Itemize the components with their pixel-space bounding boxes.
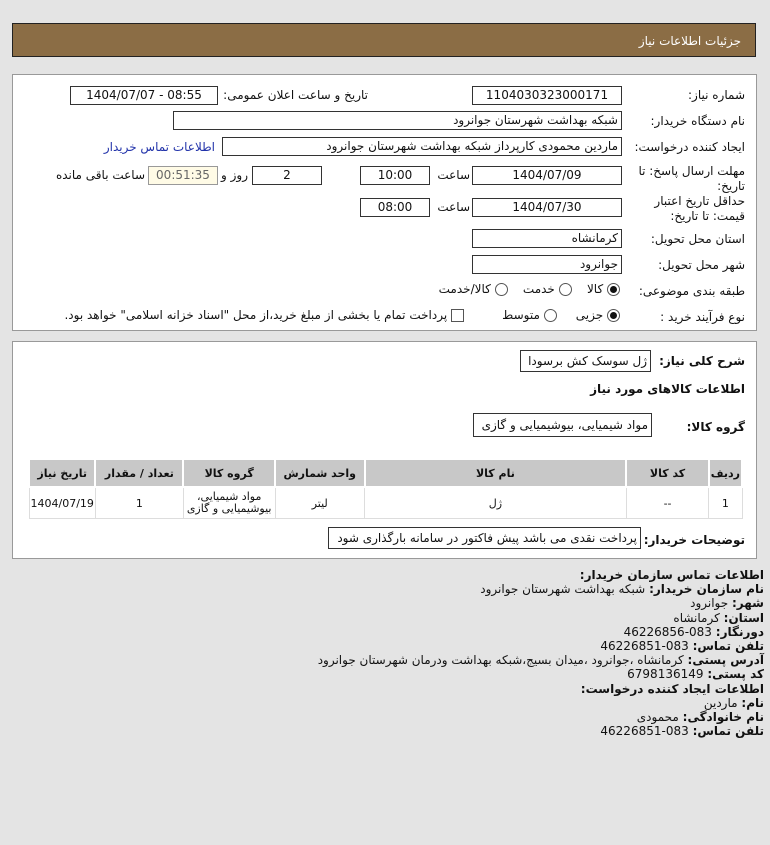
address-label: آدرس پستی: [687,653,764,668]
name-value: ماردین [703,695,738,710]
process-minor-label: جزیی [575,308,604,322]
summary-label: شرح کلی نیاز: [659,354,745,368]
province-field: کرمانشاه [472,229,622,248]
notes-label: توضیحات خریدار: [643,533,745,547]
buyer-field: شبکه بهداشت شهرستان جوانرود [173,111,622,130]
fax-label: دورنگار: [715,624,764,639]
creator-phone-label: تلفن تماس: [692,724,764,739]
col-name: نام کالا [365,459,627,487]
goods-title: اطلاعات کالاهای مورد نیاز [590,382,745,396]
need-number-field: 1104030323000171 [472,86,622,105]
summary-field: ژل سوسک کش برسودا [520,350,651,372]
province-label: استان محل تحویل: [650,232,745,246]
goods-table [28,458,743,519]
days-label: روز و [221,168,248,182]
notes-field: پرداخت نقدی می باشد پیش فاکتور در سامانه بارگذاری شود [328,527,641,549]
category-radio-group [439,282,620,296]
validity-time-field: 08:00 [360,198,430,217]
city-label: شهر محل تحویل: [658,258,745,272]
remaining-label: ساعت باقی مانده [55,168,145,182]
col-qty: تعداد / مقدار [95,459,183,487]
col-date: تاریخ نیاز [29,459,95,487]
postal-label: کد پستی: [707,667,764,682]
creator-title: اطلاعات ایجاد کننده درخواست: [580,681,764,696]
need-number-label: شماره نیاز: [688,88,745,102]
process-minor-radio[interactable] [607,309,620,322]
family-value: محمودی [636,710,679,725]
org-label: نام سازمان خریدار: [649,582,764,597]
group-label: گروه کالا: [686,420,745,434]
name-label: نام: [741,695,764,710]
announce-field: 1404/07/07 - 08:55 [70,86,218,105]
cell-code: -- [626,487,708,519]
creator-field: ماردین محمودی کارپرداز شبکه بهداشت شهرستان جوانرود [222,137,622,156]
city-value: جوانرود [690,596,729,611]
address-value: کرمانشاه ،جوانرود ،میدان بسیج،شبکه بهداشت ودرمان شهرستان جوانرود [317,653,684,668]
table-header-row [29,459,742,487]
cell-row: 1 [709,487,742,519]
col-row: ردیف [709,459,742,487]
remaining-time-field: 00:51:35 [148,166,218,185]
buyer-label: نام دستگاه خریدار: [650,114,745,128]
phone-value: 083-46226851 [600,639,689,654]
validity-label: حداقل تاریخ اعتبار قیمت: تا تاریخ: [654,194,745,223]
validity-time-label: ساعت [437,200,470,214]
cell-group: مواد شیمیایی، بیوشیمیایی و گازی [183,487,275,519]
province-value: کرمانشاه [673,610,720,625]
city-field: جوانرود [472,255,622,274]
days-field: 2 [252,166,322,185]
province-label: استان: [723,610,764,625]
deadline-date-field: 1404/07/09 [472,166,622,185]
cell-unit: لیتر [275,487,365,519]
page-title: جزئیات اطلاعات نیاز [638,34,741,48]
deadline-time-label: ساعت [437,168,470,182]
contact-title: اطلاعات تماس سازمان خریدار: [579,568,764,582]
process-medium-label: متوسط [502,308,540,322]
cell-name: ژل [365,487,627,519]
process-medium-radio[interactable] [544,309,557,322]
category-both-radio[interactable] [495,283,508,296]
org-value: شبکه بهداشت شهرستان جوانرود [480,582,646,597]
col-group: گروه کالا [183,459,275,487]
phone-label: تلفن تماس: [692,639,764,654]
treasury-payment-checkbox[interactable] [451,309,464,322]
announce-label: تاریخ و ساعت اعلان عمومی: [223,88,368,102]
fax-value: 083-46226856 [623,624,712,639]
category-goods-label: کالا [586,282,604,296]
col-unit: واحد شمارش [275,459,365,487]
process-radio-group [64,308,620,322]
page-header [12,23,756,57]
cell-qty: 1 [95,487,183,519]
postal-value: 6798136149 [627,667,704,682]
category-label: طبقه بندی موضوعی: [638,284,745,298]
deadline-time-field: 10:00 [360,166,430,185]
buyer-contact-info [318,568,764,738]
category-service-label: خدمت [522,282,555,296]
col-code: کد کالا [626,459,708,487]
buyer-contact-link[interactable]: اطلاعات تماس خریدار [103,140,215,154]
family-label: نام خانوادگی: [682,710,764,725]
creator-label: ایجاد کننده درخواست: [634,140,745,154]
category-goods-radio[interactable] [607,283,620,296]
cell-date: 1404/07/19 [29,487,95,519]
city-label: شهر: [732,596,764,611]
category-both-label: کالا/خدمت [438,282,491,296]
process-label: نوع فرآیند خرید : [660,310,745,324]
table-row [29,487,742,519]
validity-date-field: 1404/07/30 [472,198,622,217]
category-service-radio[interactable] [559,283,572,296]
deadline-label: مهلت ارسال پاسخ: تا تاریخ: [638,164,745,193]
group-field: مواد شیمیایی، بیوشیمیایی و گازی [473,413,652,437]
creator-phone-value: 083-46226851 [600,724,689,739]
treasury-payment-label: پرداخت تمام یا بخشی از مبلغ خرید،از محل "اسناد خزانه اسلامی" خواهد بود. [64,308,448,322]
